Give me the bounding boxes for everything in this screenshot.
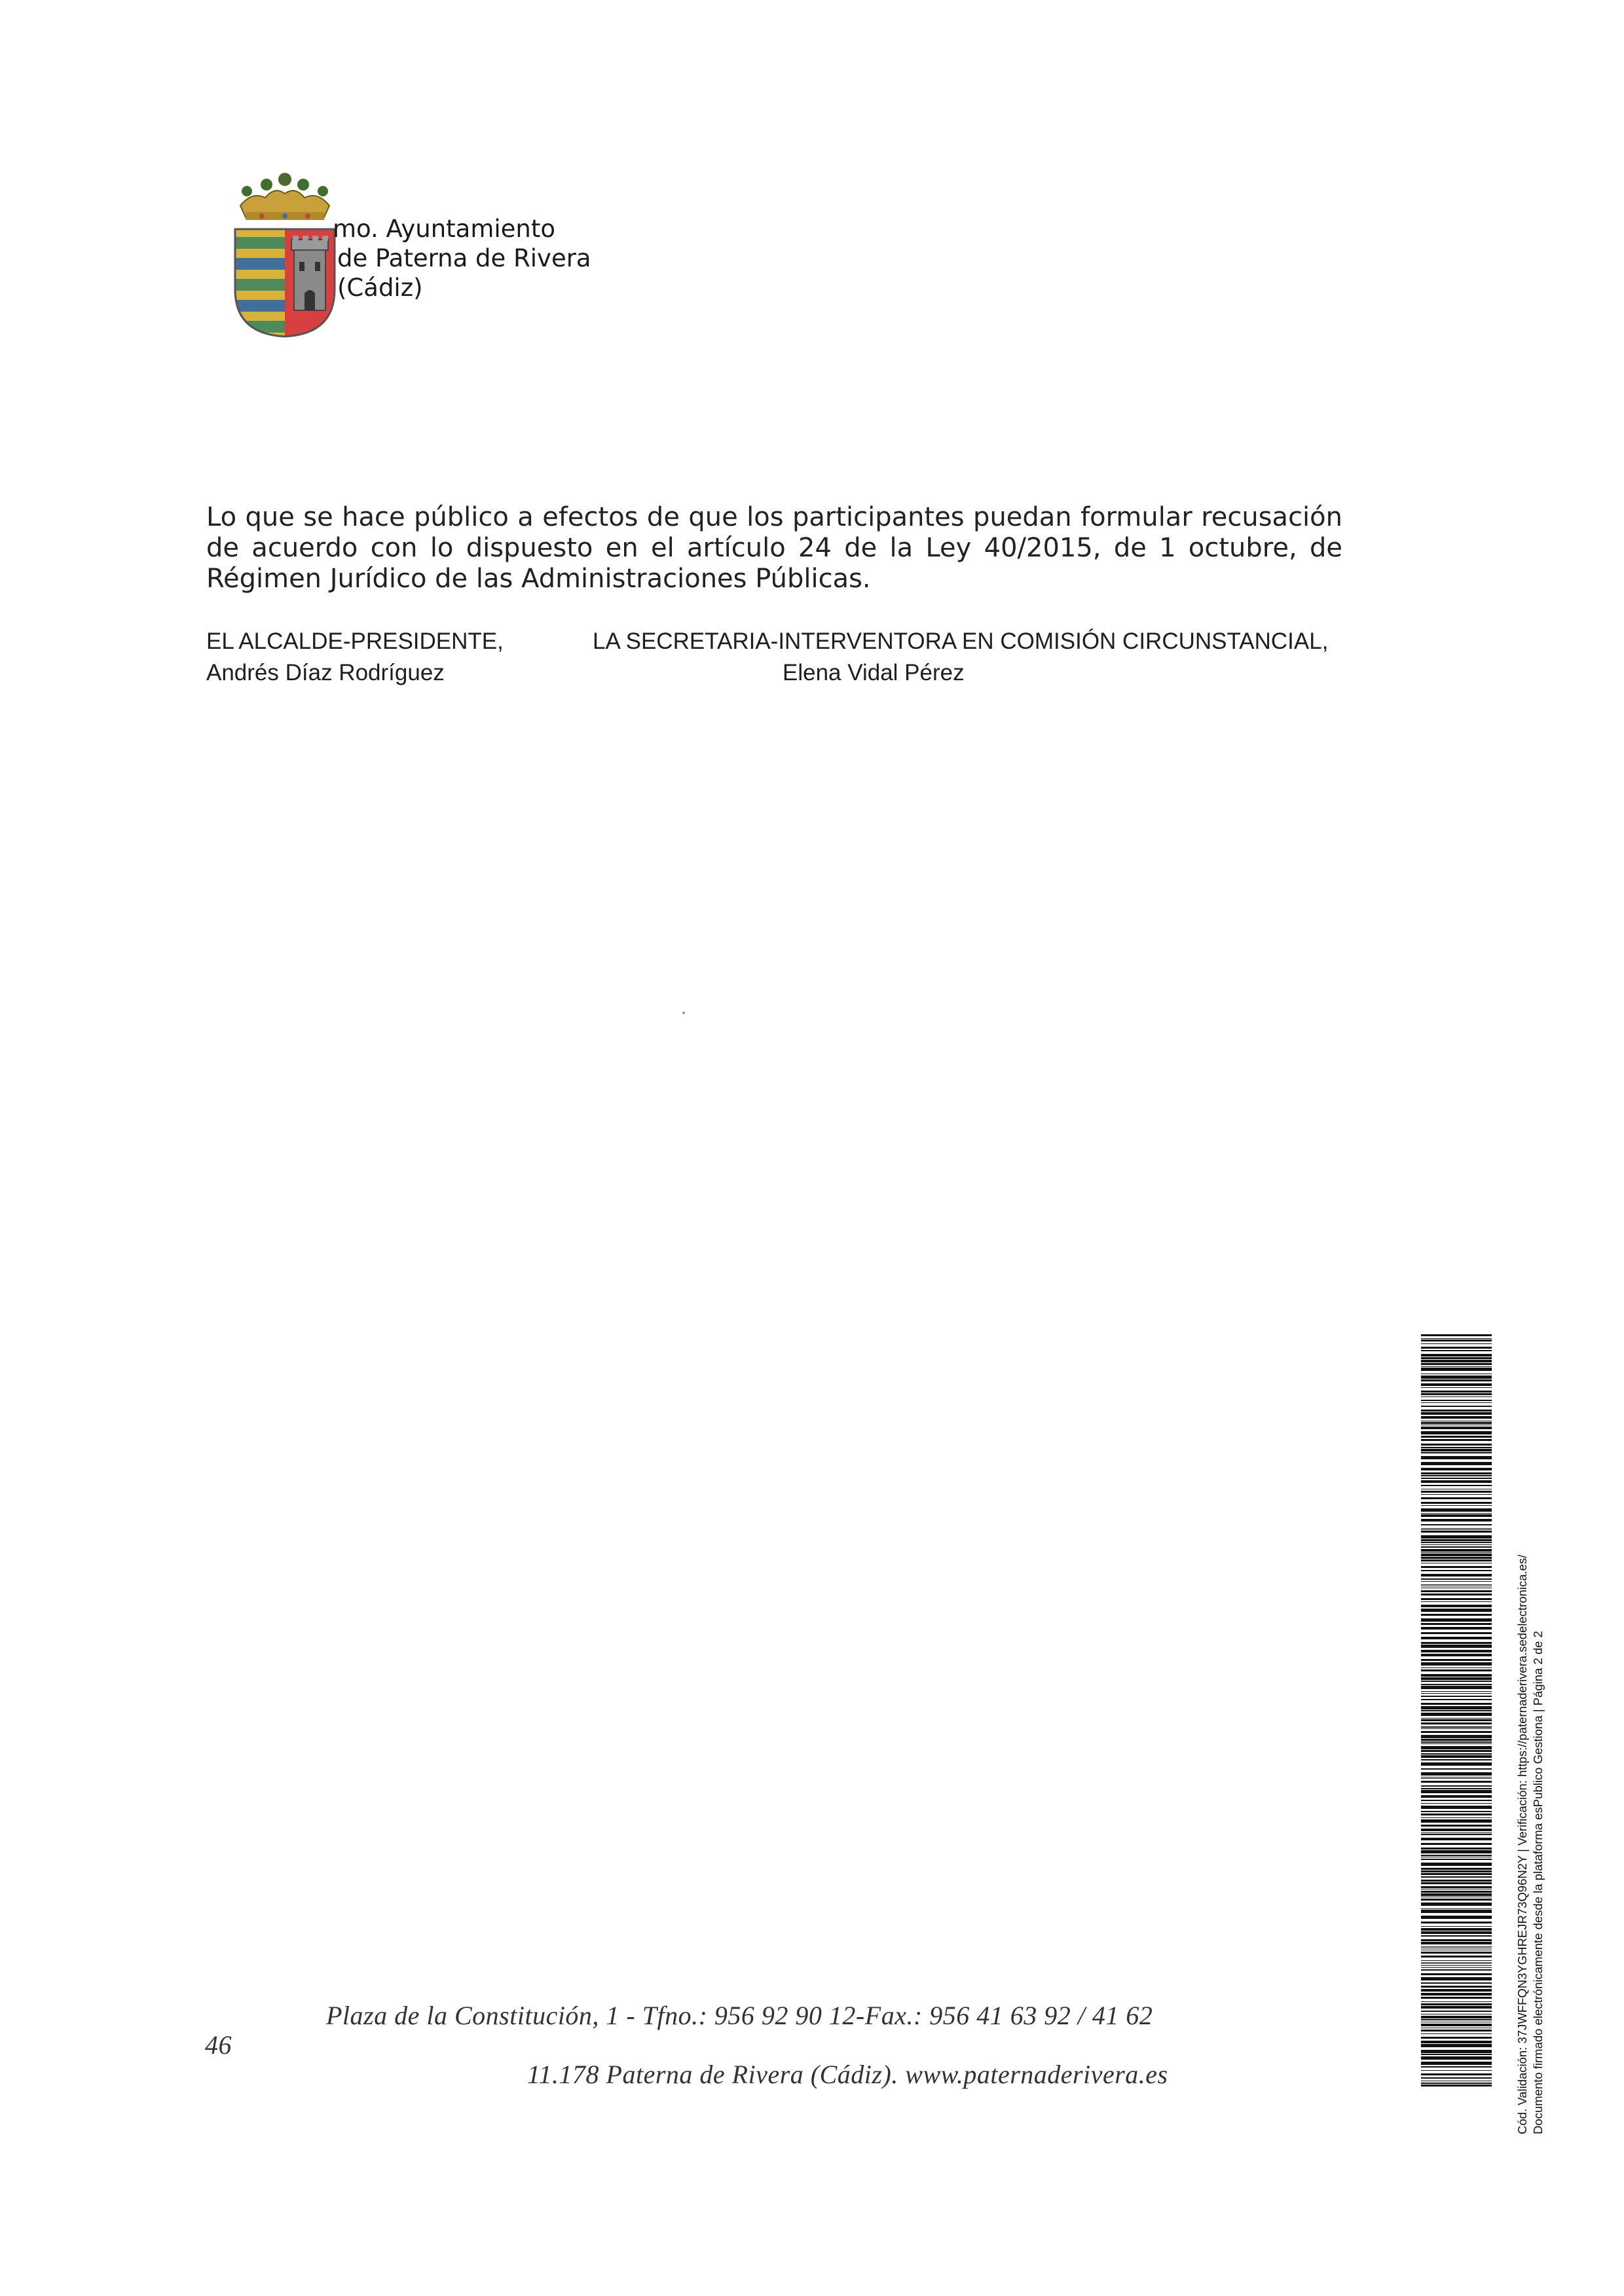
barcode-bar [1421,1376,1492,1379]
barcode-bar [1421,1552,1492,1553]
barcode-bar [1421,1743,1492,1744]
barcode-bar [1421,1391,1492,1393]
barcode-bar [1421,1570,1492,1571]
barcode-bar [1421,1703,1492,1705]
barcode-bar [1421,1436,1492,1438]
barcode-bar [1421,1778,1492,1779]
barcode-bar [1421,1549,1492,1552]
barcode-bar [1421,2077,1492,2079]
barcode-bar [1421,1785,1492,1787]
barcode-bar [1421,1880,1492,1882]
barcode-bar [1421,1546,1492,1548]
barcode-bar [1421,1485,1492,1486]
letterhead-line-3: (Cádiz) [337,274,423,302]
barcode-bar [1421,1431,1492,1434]
barcode-bar [1421,1982,1492,1984]
barcode-bar [1421,1618,1492,1622]
barcode-bar [1421,1677,1492,1680]
barcode-bar [1421,1396,1492,1397]
barcode-bar [1421,1876,1492,1878]
barcode-bar [1421,1519,1492,1522]
barcode-bar [1421,1410,1492,1412]
barcode-bar [1421,1505,1492,1506]
barcode-bar [1421,1609,1492,1612]
barcode-bar [1421,2011,1492,2012]
barcode-bar [1421,2083,1492,2084]
barcode-bar [1421,1910,1492,1913]
barcode-bar [1421,1977,1492,1980]
barcode-bar [1421,1739,1492,1741]
barcode-bar [1421,1456,1492,1459]
barcode-bar [1421,1819,1492,1823]
barcode-bar [1421,1379,1492,1381]
barcode-bar [1421,1354,1492,1357]
barcode-bar [1421,1731,1492,1733]
barcode-bar [1421,1539,1492,1541]
barcode-bar [1421,1834,1492,1835]
barcode-bar [1421,2030,1492,2032]
barcode-bar [1421,1691,1492,1692]
barcode-bar [1421,1528,1492,1529]
crown-icon [240,173,329,220]
barcode-bar [1421,1462,1492,1465]
barcode-bar [1421,1594,1492,1595]
barcode-bar [1421,1480,1492,1483]
barcode-bar [1421,1838,1492,1840]
barcode-bar [1421,1997,1492,1999]
barcode-bar [1421,1825,1492,1827]
barcode-bar [1421,1963,1492,1964]
barcode-bar [1421,1598,1492,1600]
barcode-bar [1421,2044,1492,2047]
barcode-bar [1421,1645,1492,1648]
barcode-bar [1421,1811,1492,1812]
barcode-bar [1421,1535,1492,1539]
barcode-bar [1421,1908,1492,1909]
barcode-bar [1421,1632,1492,1634]
barcode-bar [1421,1855,1492,1856]
barcode-bar [1421,1513,1492,1514]
barcode-bar [1421,2041,1492,2043]
barcode-bar [1421,1873,1492,1875]
page-number: 46 [205,2030,232,2060]
mayor-title: EL ALCALDE-PRESIDENTE, [206,629,504,654]
barcode-bar [1421,1472,1492,1474]
barcode-bar [1421,1650,1492,1652]
barcode-bar [1421,1654,1492,1656]
barcode-bar [1421,2033,1492,2034]
barcode-bar [1421,1859,1492,1860]
barcode-bar [1421,2016,1492,2018]
barcode-bar [1421,1699,1492,1700]
barcode-bar [1421,1903,1492,1906]
barcode-bar [1421,1795,1492,1798]
barcode-bar [1421,2056,1492,2060]
verification-text [1515,1401,1546,2134]
barcode-bar [1421,1601,1492,1602]
barcode-bar [1421,1468,1492,1470]
barcode-bar [1421,1584,1492,1585]
mayor-name: Andrés Díaz Rodríguez [206,660,445,685]
barcode-bar [1421,1497,1492,1499]
barcode-bar [1421,1956,1492,1958]
barcode-bar [1421,1722,1492,1724]
barcode-icon [1421,1334,1492,2087]
barcode-bar [1421,1718,1492,1719]
barcode-bar [1421,1935,1492,1937]
barcode-bar [1421,1422,1492,1424]
letterhead-line-2: de Paterna de Rivera [337,244,591,272]
barcode-bar [1421,1494,1492,1495]
barcode-bar [1421,2050,1492,2053]
barcode-bar [1421,1449,1492,1451]
barcode-bar [1421,1800,1492,1801]
barcode-bar [1421,1746,1492,1749]
body-paragraph: Lo que se hace público a efectos de que los participantes puedan formular recusación de acuerdo con lo dispuesto en el artículo 24 de la Ley 40/2015, de 1 octubre, de Régimen Jurídico de las Administraciones Públicas. [206,502,1342,594]
barcode-bar [1421,1637,1492,1639]
barcode-bar [1421,1491,1492,1493]
barcode-bar [1421,1962,1492,1963]
barcode-bar [1421,1986,1492,1988]
barcode-bar [1421,1605,1492,1607]
barcode-bar [1421,1339,1492,1341]
barcode-bar [1421,2024,1492,2026]
barcode-bar [1421,1642,1492,1644]
letterhead-line-1: mo. Ayuntamiento [333,215,556,243]
barcode-bar [1421,2037,1492,2039]
barcode-bar [1421,1554,1492,1556]
barcode-bar [1421,1357,1492,1359]
barcode-bar [1421,1899,1492,1901]
barcode-bar [1421,1475,1492,1476]
barcode-bar [1421,1870,1492,1872]
barcode-bar [1421,2070,1492,2071]
barcode-bar [1421,1886,1492,1888]
barcode-bar [1421,1965,1492,1966]
barcode-bar [1421,1813,1492,1815]
barcode-bar [1421,1590,1492,1592]
barcode-bar [1421,1741,1492,1743]
barcode-bar [1421,2006,1492,2009]
barcode-bar [1421,1942,1492,1944]
barcode-bar [1421,1529,1492,1530]
barcode-bar [1421,1781,1492,1783]
barcode-bar [1421,1993,1492,1995]
barcode-bar [1421,1928,1492,1931]
barcode-bar [1421,1848,1492,1850]
barcode-bar [1421,1383,1492,1386]
barcode-bar [1421,1662,1492,1666]
barcode-bar [1421,1843,1492,1845]
barcode-bar [1421,1762,1492,1766]
barcode-bar [1421,1684,1492,1685]
barcode-bar [1421,1829,1492,1831]
barcode-bar [1421,1926,1492,1927]
barcode-bar [1421,1693,1492,1694]
barcode-bar [1421,1686,1492,1689]
barcode-bar [1421,1719,1492,1721]
barcode-bar [1421,1447,1492,1448]
barcode-bar [1421,1939,1492,1941]
coat-of-arms-icon [232,172,337,342]
barcode-bar [1421,1772,1492,1776]
barcode-bar [1421,1338,1492,1339]
barcode-bar [1421,1334,1492,1336]
barcode-bar [1421,1343,1492,1344]
barcode-bar [1421,1502,1492,1504]
barcode-bar [1421,1674,1492,1677]
barcode-bar [1421,1667,1492,1668]
barcode-bar [1421,1557,1492,1559]
verification-line-2: Documento firmado electrónicamente desde la plataforma esPublico Gestiona | Página 2 de 2 [1531,1631,1545,2134]
barcode-bar [1421,1803,1492,1804]
barcode-bar [1421,1759,1492,1760]
barcode-bar [1421,1627,1492,1630]
barcode-bar [1421,1412,1492,1415]
barcode-bar [1421,1444,1492,1446]
barcode-bar [1421,1363,1492,1365]
barcode-bar [1421,1790,1492,1793]
barcode-bar [1421,1806,1492,1809]
barcode-bar [1421,1368,1492,1371]
barcode-bar [1421,1969,1492,1971]
barcode-bar [1421,1952,1492,1954]
barcode-bar [1421,1832,1492,1833]
barcode-bar [1421,1931,1492,1934]
barcode-bar [1421,1850,1492,1853]
barcode-bar [1421,1973,1492,1975]
barcode-bar [1421,1360,1492,1362]
barcode-bar [1421,1967,1492,1968]
barcode-bar [1421,1817,1492,1818]
barcode-bar [1421,1542,1492,1543]
barcode-bar [1421,1427,1492,1429]
barcode-bar [1421,1863,1492,1866]
barcode-bar [1421,1726,1492,1728]
barcode-bar [1421,1922,1492,1923]
scan-speck [682,1011,685,1014]
barcode-bar [1421,1452,1492,1453]
secretary-title: LA SECRETARIA-INTERVENTORA EN COMISIÓN CIRCUNSTANCIAL, [593,629,1329,654]
barcode-bar [1421,1406,1492,1407]
barcode-bar [1421,1531,1492,1533]
barcode-bar [1421,1514,1492,1517]
barcode-bar [1421,2001,1492,2002]
barcode-bar [1421,1566,1492,1568]
barcode-bar [1421,1400,1492,1401]
footer-address-line-2: 11.178 Paterna de Rivera (Cádiz). www.paternaderivera.es [527,2060,1168,2089]
barcode-bar [1421,1578,1492,1580]
barcode-bar [1421,1753,1492,1755]
barcode-bar [1421,1916,1492,1919]
barcode-bar [1421,1681,1492,1682]
barcode-bar [1421,1768,1492,1770]
barcode-bar [1421,2062,1492,2065]
barcode-bar [1421,2003,1492,2005]
barcode-bar [1421,1728,1492,1729]
secretary-name: Elena Vidal Pérez [783,660,965,685]
barcode-bar [1421,1946,1492,1947]
barcode-bar [1421,1574,1492,1576]
barcode-bar [1421,1393,1492,1395]
barcode-bar [1421,1868,1492,1870]
barcode-bar [1421,1544,1492,1545]
barcode-bar [1421,1696,1492,1697]
barcode-bar [1421,2019,1492,2020]
barcode-bar [1421,1524,1492,1525]
barcode-bar [1421,1960,1492,1961]
barcode-bar [1421,1893,1492,1896]
barcode-bar [1421,1439,1492,1441]
barcode-bar [1421,2073,1492,2075]
barcode-bar [1421,1659,1492,1661]
barcode-bar [1421,1581,1492,1582]
barcode-bar [1421,2066,1492,2068]
barcode-bar [1421,1366,1492,1367]
barcode-bar [1421,1347,1492,1349]
barcode-bar [1421,1735,1492,1738]
barcode-bar [1421,1882,1492,1884]
barcode-bar [1421,1614,1492,1616]
barcode-bar [1421,2054,1492,2055]
barcode-bar [1421,1755,1492,1758]
barcode-bar [1421,1750,1492,1752]
barcode-bar [1421,2085,1492,2086]
barcode-bar [1421,1478,1492,1479]
barcode-bar [1421,1706,1492,1709]
barcode-bar [1421,1891,1492,1893]
barcode-bar [1421,1788,1492,1789]
verification-line-1: Cód. Validación: 37JWFFQN3YGHREJR73Q96N2Y | Verificación: https://paternaderivera.sedelectronica.es/ [1515,1554,1529,2134]
barcode-bar [1421,1402,1492,1403]
footer-address-line-1: Plaza de la Constitución, 1 - Tfno.: 956 92 90 12-Fax.: 956 41 63 92 / 41 62 [326,2001,1153,2030]
barcode-bar [1421,1350,1492,1351]
barcode-bar [1421,1416,1492,1419]
barcode-bar [1421,1710,1492,1711]
barcode-bar [1421,1989,1492,1992]
barcode-bar [1421,1713,1492,1716]
barcode-bar [1421,1387,1492,1388]
barcode-bar [1421,1559,1492,1561]
barcode-bar [1421,1623,1492,1625]
barcode-bar [1421,1508,1492,1512]
barcode-bar [1421,1669,1492,1671]
